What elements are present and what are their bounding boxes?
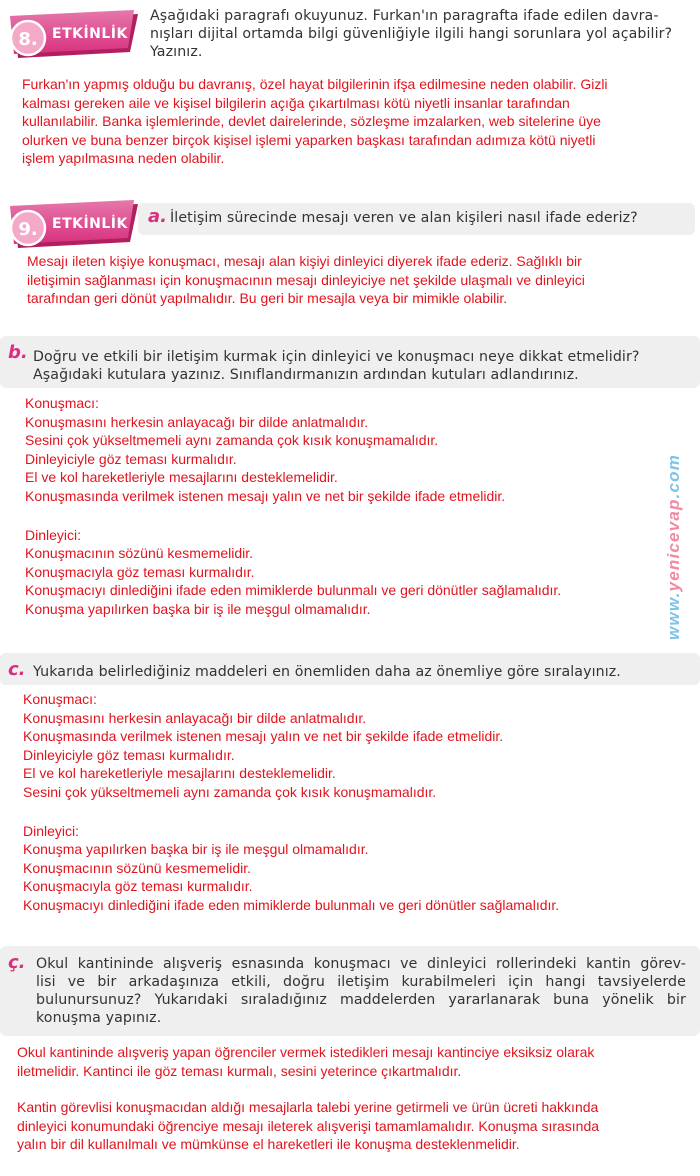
question-9c-text: Yukarıda belirlediğiniz maddeleri en önemliden daha az önemliye göre sıralayınız. [33,664,621,680]
watermark-prefix: www. [664,591,683,640]
speaker-item: El ve kol hareketleriyle mesajlarını desteklemelidir. [25,469,338,486]
speaker-item: Dinleyiciyle göz teması kurmalıdır. [25,450,237,467]
answer-line: iletmelidir. Kantinci ile göz teması kurmalı, sesini yeterince çıkartmalıdır. [17,1062,462,1079]
answer-line: yalın bir dil kullanılmalı ve mümkünse el hareketleri ile konuşma desteklenmelidir. [17,1136,520,1153]
spacer [25,506,561,526]
watermark [664,454,684,640]
activity-8-question [150,7,695,61]
answer-line: Furkan'ın yapmış olduğu bu davranış, özel hayat bilgilerinin ifşa edilmesine neden olabilir. Gizli [22,76,608,92]
question-9cc-line: bulunursunuz? Yukarıdaki sıraladığınız maddelerden yararlanarak buna yönelik bir [36,992,686,1008]
activity-8-answer [22,75,608,168]
speaker-item: Konuşmasını herkesin anlayacağı bir dilde anlatmalıdır. [23,709,367,726]
answer-line: Mesajı ileten kişiye konuşmacı, mesajı alan kişiyi dinleyici diyerek ifade ederiz. Sağlıklı bir [27,253,582,269]
activity-9-badge [4,196,142,250]
question-9c-letter: c. [8,659,26,680]
question-9b-letter: b. [8,342,28,363]
answer-line: iletişimin sağlanması için konuşmacının mesajı dinleyiciye net şekilde ulaşmalı ve dinleyici [27,271,585,288]
listener-item: Konuşmacının sözünü kesmemelidir. [25,545,253,562]
listener-item: Konuşmacıyı dinlediğini ifade eden mimiklerde bulunmalı ve geri dönütler sağlamalıdır. [23,896,560,913]
speaker-title: Konuşmacı: [25,395,99,411]
activity-9-badge-label: ETKİNLİK [52,216,128,232]
activity-8-question-line: nışları dijital ortamda bilgi güvenliğiyle ilgili hangi sorunlara yol açabilir? [150,26,673,42]
speaker-item: Konuşmasını herkesin anlayacağı bir dilde anlatmalıdır. [25,413,369,430]
activity-8-badge [4,6,142,60]
speaker-item: Sesini çok yükseltmemeli aynı zamanda çok kısık konuşmamalıdır. [23,783,437,800]
answer-line: olurken ve buna benzer birçok kişisel işlemi yaparken başkası tarafından adımıza kötü niyetli [22,131,596,148]
question-9b-line: Doğru ve etkili bir iletişim kurmak için dinleyici ve konuşmacı neye dikkat etmelidir? [33,349,640,365]
speaker-item: Dinleyiciyle göz teması kurmalıdır. [23,746,235,763]
watermark-brand: yenicevap [664,498,683,592]
question-9cc-letter: ç. [8,952,26,973]
speaker-item: El ve kol hareketleriyle mesajlarını desteklemelidir. [23,765,336,782]
spacer [23,802,559,822]
listener-item: Konuşma yapılırken başka bir iş ile meşgul olmamalıdır. [23,841,369,858]
spacer [17,1080,599,1098]
listener-item: Konuşmacıyla göz teması kurmalıdır. [25,563,255,580]
answer-line: kullanılabilir. Banka işlemlerinde, devlet dairelerinde, sözleşme imzalarken, web sitelerine üye [22,113,601,130]
listener-item: Konuşmacıyı dinlediğini ifade eden mimiklerde bulunmalı ve geri dönütler sağlamalıdır. [25,582,562,599]
activity-8-badge-label: ETKİNLİK [52,26,128,42]
speaker-item: Konuşmasında verilmek istenen mesajı yalın ve net bir şekilde ifade etmelidir. [25,487,506,504]
question-9a-text: İletişim sürecinde mesajı veren ve alan kişileri nasıl ifade ederiz? [170,210,638,226]
listener-item: Konuşmacının sözünü kesmemelidir. [23,859,251,876]
answer-9cc [17,1043,599,1154]
question-9cc-line: lisi ve bir arkadaşınıza etkili, doğru iletişim kurabilmeleri için hangi tavsiyelerde [36,974,686,990]
answer-line: Okul kantininde alışveriş yapan öğrenciler vermek istedikleri mesajı kantinciye eksiksiz olarak [17,1044,595,1060]
question-9cc-line: Okul kantininde alışveriş esnasında konuşmacı ve dinleyici rollerindeki kantin görev- [36,956,686,972]
listener-item: Konuşmacıyla göz teması kurmalıdır. [23,878,253,895]
question-9b-text [33,348,640,384]
question-9b-line: Aşağıdaki kutulara yazınız. Sınıflandırmanızın ardından kutuları adlandırınız. [33,367,579,383]
listener-title: Dinleyici: [25,526,82,543]
question-9cc-line: konuşma yapınız. [36,1010,162,1026]
answer-line: Kantin görevlisi konuşmacıdan aldığı mesajlarla talebi yerine getirmeli ve ürün ücreti hakkında [17,1099,599,1116]
answer-line: tarafından geri dönüt yapılmalıdır. Bu geri bir mesajla veya bir mimikle olabilir. [27,290,508,307]
answer-9a [27,252,585,308]
answer-line: kalması gereken aile ve kişisel bilgilerin açığa çıkartılması kötü niyetli insanlar tarafından [22,94,570,111]
activity-8-number: 8. [18,29,38,50]
listener-item: Konuşma yapılırken başka bir iş ile meşgul olmamalıdır. [25,600,371,617]
question-9cc-text [36,955,686,1027]
answer-line: işlem yapılmasına neden olabilir. [22,150,225,167]
activity-8-question-line: Yazınız. [150,44,203,60]
answer-9c [23,690,559,915]
watermark-suffix: .com [664,453,683,499]
activity-8-question-line: Aşağıdaki paragrafı okuyunuz. Furkan'ın paragrafta ifade edilen davra- [150,8,659,24]
speaker-item: Sesini çok yükseltmemeli aynı zamanda çok kısık konuşmamalıdır. [25,432,439,449]
speaker-title: Konuşmacı: [23,691,97,707]
answer-9b [25,394,561,619]
answer-line: dinleyici konumundaki öğrenciye mesajı ileterek alışverişi tamamlamalıdır. Konuşma sırasında [17,1117,600,1134]
speaker-item: Konuşmasında verilmek istenen mesajı yalın ve net bir şekilde ifade etmelidir. [23,728,504,745]
activity-9-number: 9. [18,219,38,240]
question-9a-letter: a. [148,206,167,227]
listener-title: Dinleyici: [23,822,80,839]
